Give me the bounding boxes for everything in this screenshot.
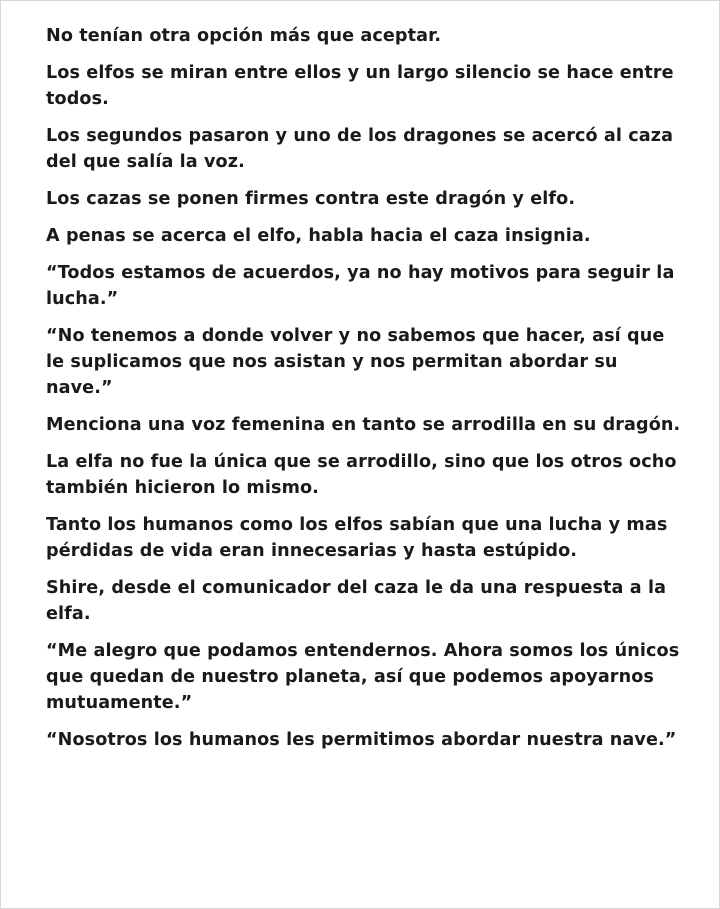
paragraph: “No tenemos a donde volver y no sabemos que hacer, así que le suplicamos que nos asistan y nos permitan abordar su nave.” [46, 326, 665, 398]
paragraph: “Nosotros los humanos les permitimos abordar nuestra nave.” [46, 730, 677, 750]
paragraph: Shire, desde el comunicador del caza le da una respuesta a la elfa. [46, 578, 667, 624]
paragraph: “Todos estamos de acuerdos, ya no hay motivos para seguir la lucha.” [46, 263, 675, 309]
document-body [46, 23, 686, 764]
paragraph: No tenían otra opción más que aceptar. [46, 26, 442, 46]
paragraph: Los cazas se ponen firmes contra este dragón y elfo. [46, 189, 576, 209]
paragraph: Menciona una voz femenina en tanto se arrodilla en su dragón. [46, 415, 681, 435]
paragraph: “Me alegro que podamos entendernos. Ahora somos los únicos que quedan de nuestro planeta, así que podemos apoyarnos mutuamente.” [46, 641, 680, 713]
paragraph: A penas se acerca el elfo, habla hacia el caza insignia. [46, 226, 591, 246]
paragraph: Los elfos se miran entre ellos y un largo silencio se hace entre todos. [46, 63, 674, 109]
paragraph: La elfa no fue la única que se arrodillo, sino que los otros ocho también hicieron lo mismo. [46, 452, 677, 498]
paragraph: Tanto los humanos como los elfos sabían que una lucha y mas pérdidas de vida eran innecesarias y hasta estúpido. [46, 515, 668, 561]
paragraph: Los segundos pasaron y uno de los dragones se acercó al caza del que salía la voz. [46, 126, 674, 172]
